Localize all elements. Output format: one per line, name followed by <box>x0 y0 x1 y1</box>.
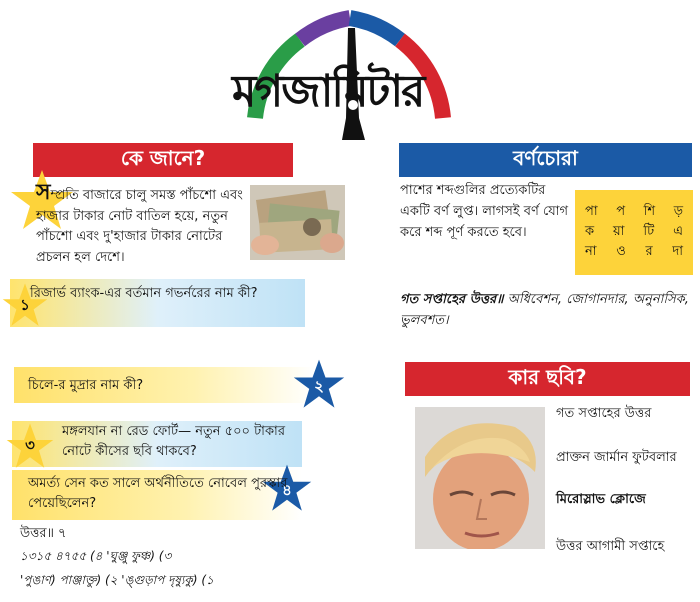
grid-cell: ড় <box>673 204 683 219</box>
letter-grid-row <box>585 242 683 262</box>
grid-cell: য়া <box>613 224 625 239</box>
barnochora-instructions: পাশের শব্দগুলির প্রত্যেকটির একটি বর্ণ লুপ্ত। লাগসই বর্ণ যোগ করে শব্দ পূর্ণ করতে হবে। <box>400 183 569 240</box>
portrait-photo <box>415 407 545 549</box>
answers-label: উত্তর॥ ৭ <box>20 526 67 541</box>
letter-grid <box>575 190 693 275</box>
question-3-text: মঙ্গলযান না রেড ফোর্ট— নতুন ৫০০ টাকার নোটে কীসের ছবি থাকবে? <box>62 424 285 459</box>
grid-cell: শি <box>643 204 656 219</box>
grid-cell: ও <box>616 244 626 259</box>
letter-grid-row <box>585 202 683 222</box>
question-2-number: ২ <box>314 377 324 395</box>
grid-cell: না <box>585 244 597 259</box>
grid-cell: প <box>616 204 626 219</box>
grid-cell: এ <box>673 224 683 239</box>
intro-text <box>36 180 251 268</box>
grid-cell: টি <box>643 224 655 239</box>
letter-grid-row <box>585 222 683 242</box>
question-2-text: চিলে-র মুদ্রার নাম কী? <box>28 378 144 393</box>
kar-chhobi-answer-name: মিরোস্লাভ ক্লোজে <box>556 492 646 507</box>
question-1-number: ১ <box>20 296 30 314</box>
grid-cell: ক <box>585 224 595 239</box>
answers-upside-down-line-2: 'পুঙাণ) পাঞ্জাক্তু) (২ 'ঙ্গুড়াপ দৃষ্যুকু) (১ <box>20 573 214 587</box>
grid-cell: পা <box>585 204 598 219</box>
barnochora-previous-answer <box>400 289 695 331</box>
question-4-number: ৪ <box>282 481 292 499</box>
grid-cell: র <box>645 244 653 259</box>
currency-notes-photo <box>250 185 345 260</box>
intro-dropcap: স <box>36 180 51 205</box>
kar-chhobi-previous-label: গত সপ্তাহের উত্তর <box>556 406 652 421</box>
answers-upside-down-line-1: ১৩১৫ ৪৭৫৫ (৪ 'ঘুঞ্জু ফুঞ্চ) (৩ <box>20 549 172 563</box>
intro-body: ম্প্রতি বাজারে চালু সমস্ত পাঁচশো এবং হাজার টাকার নোট বাতিল হয়ে, নতুন পাঁচশো এবং দু'হাজার টাকার নোটের প্রচলন হল দেশে। <box>36 188 243 265</box>
question-4-text: অমর্ত্য সেন কত সালে অর্থনীতিতে নোবেল পুরস্কার পেয়েছিলেন? <box>28 476 288 511</box>
question-1-text: রিজার্ভ ব্যাংক-এর বর্তমান গভর্নরের নাম কী? <box>30 286 258 301</box>
previous-answer-label: গত সপ্তাহের উত্তর॥ <box>400 292 504 307</box>
ke-jane-heading: কে জানে? <box>33 143 293 177</box>
grid-cell: দা <box>672 244 683 259</box>
previous-answer-text: অধিবেশন, জোগানদার, অনুনাসিক, ভুলবশত। <box>400 292 689 328</box>
kar-chhobi-next-week-note: উত্তর আগামী সপ্তাহে <box>556 539 665 554</box>
kar-chhobi-heading: কার ছবি? <box>405 362 690 396</box>
kar-chhobi-answer-description: প্রাক্তন জার্মান ফুটবলার <box>556 450 677 465</box>
barnochora-heading: বর্ণচোরা <box>399 143 692 177</box>
masthead-title: মগজামিটার <box>232 66 424 117</box>
question-3-number: ৩ <box>25 436 35 454</box>
